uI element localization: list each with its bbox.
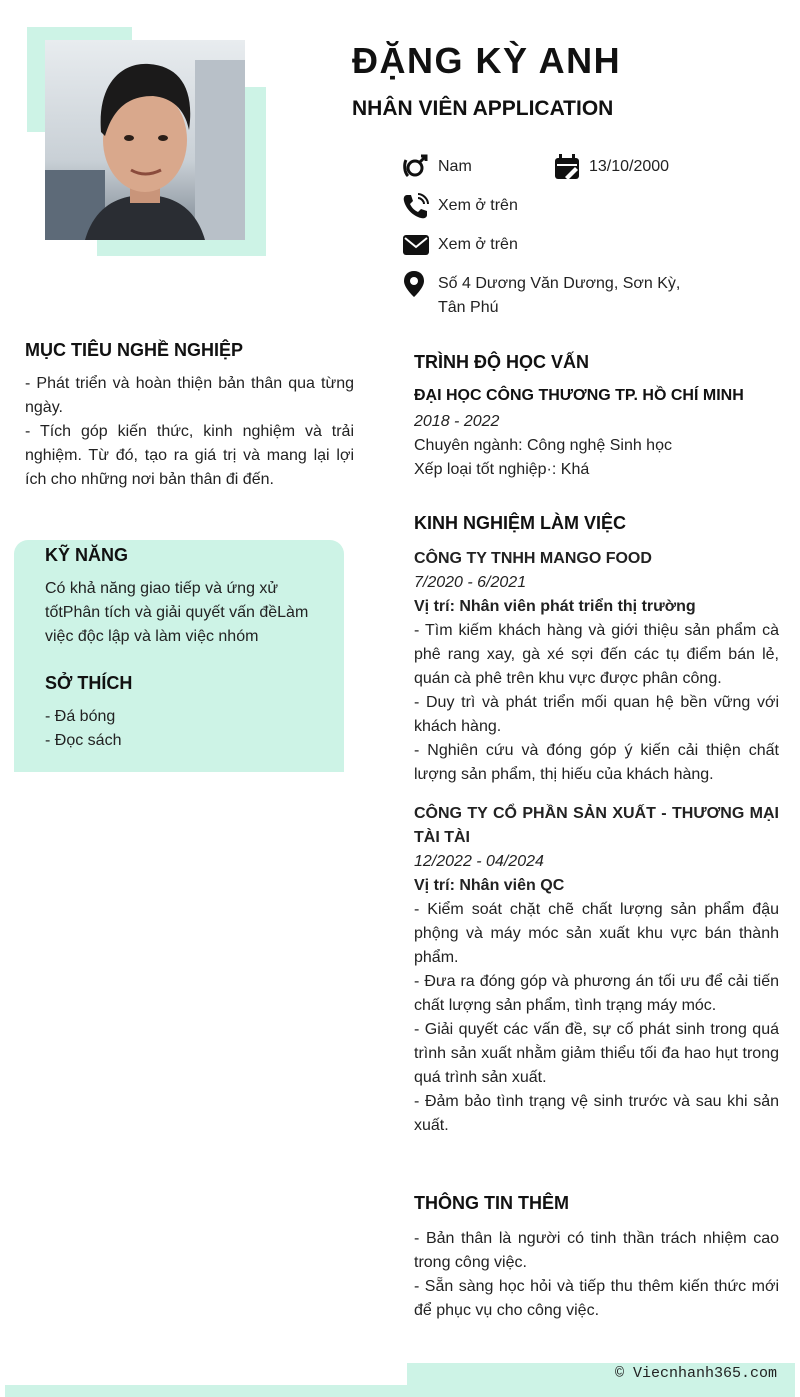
profile-photo-illustration bbox=[45, 40, 245, 240]
job-role: Vị trí: Nhân viên phát triển thị trường bbox=[414, 598, 696, 615]
address-value: Số 4 Dương Văn Dương, Sơn Kỳ, Tân Phú bbox=[438, 275, 681, 316]
job-duty: - Kiểm soát chặt chẽ chất lượng sản phẩm đậu phộng và máy móc sản xuất khu vực bán thành phẩm. bbox=[414, 901, 779, 966]
hobby-item: - Đọc sách bbox=[45, 732, 122, 749]
education-period: 2018 - 2022 bbox=[414, 413, 500, 430]
contact-phone bbox=[402, 194, 698, 220]
contact-email bbox=[402, 233, 698, 259]
job-period: 12/2022 - 04/2024 bbox=[414, 853, 544, 870]
additional-text: - Bản thân là người có tinh thần trách nhiệm cao trong công việc. - Sẵn sàng học hỏi và tiếp thu thêm kiến thức mới để phục vụ cho công việc. bbox=[414, 1230, 779, 1319]
footer-bottom-bar bbox=[5, 1385, 795, 1397]
calendar-icon bbox=[553, 153, 581, 181]
job-duty: - Đảm bảo tình trạng vệ sinh trước và sau khi sản xuất. bbox=[414, 1093, 779, 1134]
contact-birthday bbox=[553, 155, 709, 181]
profile-photo bbox=[45, 40, 245, 240]
candidate-position: NHÂN VIÊN APPLICATION bbox=[352, 97, 614, 120]
contact-address bbox=[402, 272, 698, 320]
gender-icon bbox=[402, 153, 430, 181]
job-company: CÔNG TY CỔ PHẦN SẢN XUẤT - THƯƠNG MẠI TÀI TÀI bbox=[414, 805, 779, 846]
education-major: Chuyên ngành: Công nghệ Sinh học bbox=[414, 437, 672, 454]
hobbies-title: SỞ THÍCH bbox=[45, 673, 133, 693]
hobbies-list bbox=[45, 705, 330, 753]
location-icon bbox=[402, 270, 430, 298]
skills-text: Có khả năng giao tiếp và ứng xử tốtPhân tích và giải quyết vấn đềLàm việc độc lập và làm việc nhóm bbox=[45, 580, 309, 645]
education-details bbox=[414, 410, 779, 482]
job-duty: - Đưa ra đóng góp và phương án tối ưu để cải tiến chất lượng sản phẩm, tình trạng máy móc. bbox=[414, 973, 779, 1014]
job-period: 7/2020 - 6/2021 bbox=[414, 574, 527, 591]
photo-block bbox=[0, 0, 300, 300]
footer-copyright: © Viecnhanh365.com bbox=[614, 1365, 777, 1382]
phone-value: Xem ở trên bbox=[438, 197, 518, 214]
birthday-value: 13/10/2000 bbox=[589, 158, 670, 175]
candidate-name: ĐẶNG KỲ ANH bbox=[352, 40, 622, 81]
hobby-item: - Đá bóng bbox=[45, 708, 116, 725]
email-icon bbox=[402, 231, 430, 259]
additional-title: THÔNG TIN THÊM bbox=[414, 1193, 569, 1213]
job-duty: - Tìm kiếm khách hàng và giới thiệu sản phẩm cà phê rang xay, gà xé sợi đến các tụ điểm bán lẻ, quán cà phê trên khu vực được phân công. bbox=[414, 622, 779, 687]
skills-title: KỸ NĂNG bbox=[45, 545, 129, 565]
education-grade: Xếp loại tốt nghiệp·: Khá bbox=[414, 461, 590, 478]
job-duty: - Duy trì và phát triển mối quan hệ bền vững với khách hàng. bbox=[414, 694, 779, 735]
gender-value: Nam bbox=[438, 158, 472, 175]
experience-job-1 bbox=[414, 547, 779, 787]
contact-gender bbox=[402, 155, 538, 181]
job-company: CÔNG TY TNHH MANGO FOOD bbox=[414, 550, 652, 567]
objective-text: - Phát triển và hoàn thiện bản thân qua từng ngày. - Tích góp kiến thức, kinh nghiệm và trải nghiệm. Từ đó, tạo ra giá trị và mang lại lợi ích cho những nơi bản thân đi đến. bbox=[25, 375, 354, 488]
job-duty: - Giải quyết các vấn đề, sự cố phát sinh trong quá trình sản xuất nhằm giảm thiểu tối đa hao hụt trong quá trình sản xuất. bbox=[414, 1021, 779, 1086]
education-school: ĐẠI HỌC CÔNG THƯƠNG TP. HỒ CHÍ MINH bbox=[414, 387, 744, 404]
objective-title: MỤC TIÊU NGHỀ NGHIỆP bbox=[25, 340, 244, 360]
experience-job-2 bbox=[414, 802, 779, 1138]
education-title: TRÌNH ĐỘ HỌC VẤN bbox=[414, 352, 589, 372]
job-duty: - Nghiên cứu và đóng góp ý kiến cải thiện chất lượng sản phẩm, thị hiếu của khách hàng. bbox=[414, 742, 779, 783]
experience-title: KINH NGHIỆM LÀM VIỆC bbox=[414, 513, 627, 533]
job-role: Vị trí: Nhân viên QC bbox=[414, 877, 565, 894]
phone-icon bbox=[402, 192, 430, 220]
email-value: Xem ở trên bbox=[438, 236, 518, 253]
